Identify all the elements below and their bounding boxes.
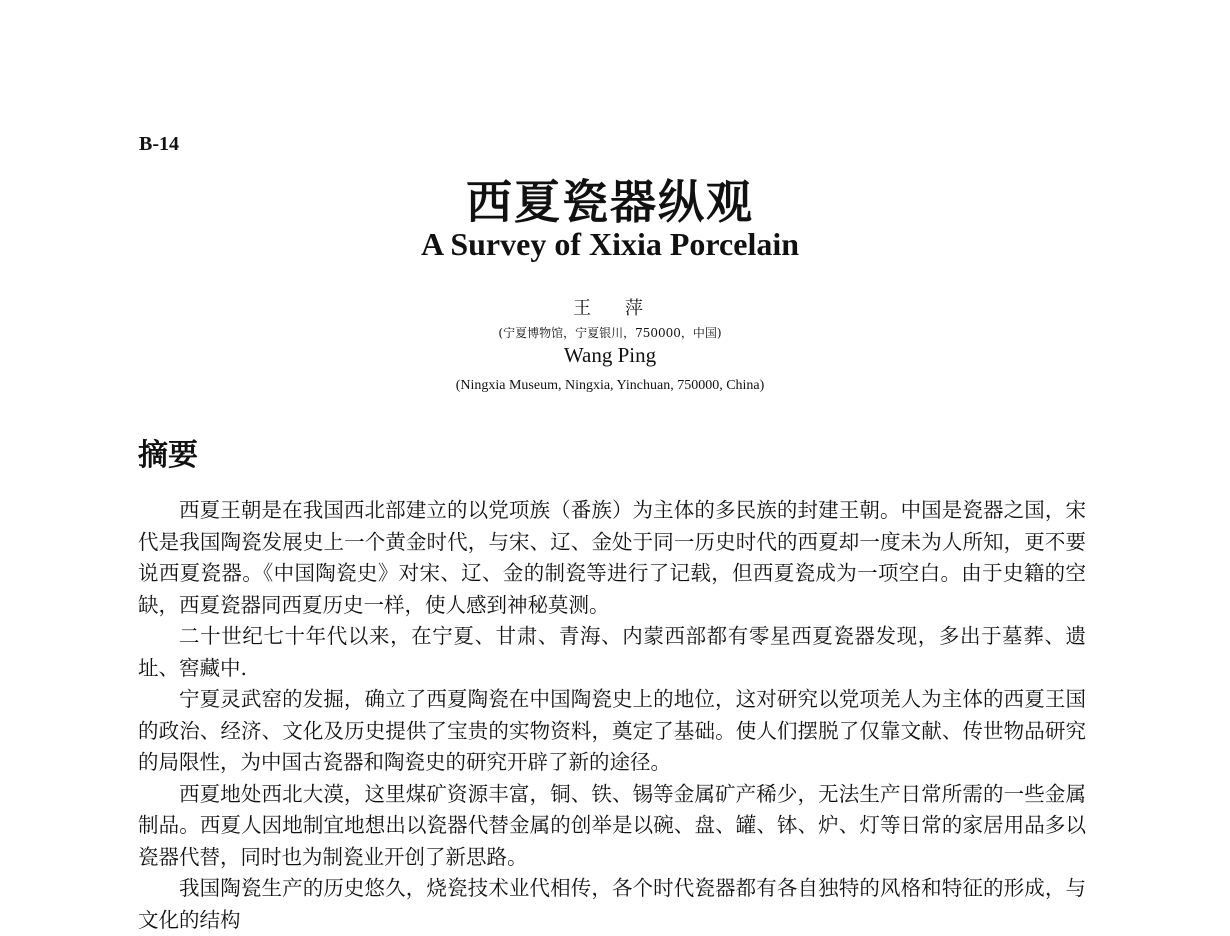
affiliation-chinese: (宁夏博物馆，宁夏银川，750000，中国) (498, 326, 722, 340)
abstract-paragraph: 宁夏灵武窑的发掘，确立了西夏陶瓷在中国陶瓷史上的地位，这对研究以党项羌人为主体的西夏王国的政治、经济、文化及历史提供了宝贵的实物资料，奠定了基础。使人们摆脱了仅靠文献、传世物品研究的局限性，为中国古瓷器和陶瓷史的研究开辟了新的途径。 (138, 687, 1086, 774)
abstract-paragraph: 西夏王朝是在我国西北部建立的以党项族（番族）为主体的多民族的封建王朝。中国是瓷器之国，宋代是我国陶瓷发展史上一个黄金时代，与宋、辽、金处于同一历史时代的西夏却一度未为人所知，更不要说西夏瓷器。《中国陶瓷史》对宋、辽、金的制瓷等进行了记载，但西夏瓷成为一项空白。由于史籍的空缺，西夏瓷器同西夏历史一样，使人感到神秘莫测。 (138, 498, 1086, 617)
author-chinese: 王 萍 (573, 298, 657, 319)
abstract-body (138, 495, 1086, 936)
affiliation-english: (Ningxia Museum, Ningxia, Yinchuan, 750000, China) (455, 378, 765, 393)
title-english: A Survey of Xixia Porcelain (420, 226, 800, 262)
author-english: Wang Ping (563, 343, 657, 367)
abstract-paragraph: 我国陶瓷生产的历史悠久，烧瓷技术业代相传，各个时代瓷器都有各自独特的风格和特征的形成，与文化的结构 (138, 876, 1086, 932)
paper-code: B-14 (139, 133, 179, 155)
title-chinese: 西夏瓷器纵观 (466, 175, 754, 229)
abstract-paragraph: 二十世纪七十年代以来，在宁夏、甘肃、青海、内蒙西部都有零星西夏瓷器发现，多出于墓葬、遗址、窖藏中. (138, 624, 1086, 680)
abstract-heading: 摘要 (138, 438, 198, 473)
abstract-paragraph: 西夏地处西北大漠，这里煤矿资源丰富，铜、铁、锡等金属矿产稀少，无法生产日常所需的一些金属制品。西夏人因地制宜地想出以瓷器代替金属的创举是以碗、盘、罐、钵、炉、灯等日常的家居用品多以瓷器代替，同时也为制瓷业开创了新思路。 (138, 781, 1086, 869)
